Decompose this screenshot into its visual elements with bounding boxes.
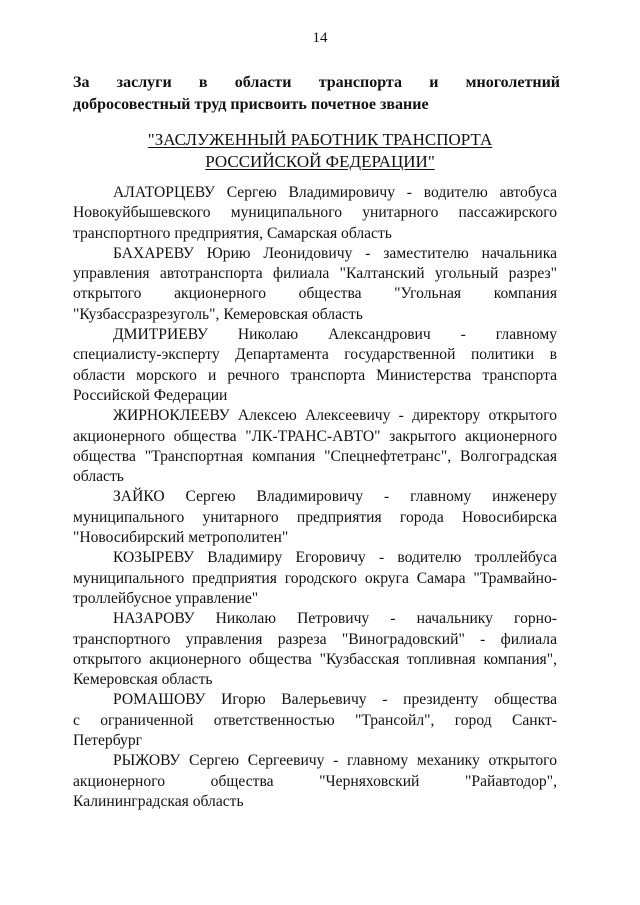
entry-line: с ограниченной ответственностью "Трансойл", город Санкт- bbox=[73, 711, 557, 729]
heading-line-2: добросовестный труд присвоить почетное звание bbox=[73, 96, 429, 113]
awardee-entry bbox=[73, 244, 557, 325]
entry-line: акционерного общества "ЛК-ТРАНС-АВТО" закрытого акционерного bbox=[73, 427, 557, 445]
awardee-entry bbox=[73, 325, 557, 406]
entry-line: акционерного общества "Черняховский "Райавтодор", bbox=[73, 772, 557, 790]
entry-line: Кемеровская область bbox=[73, 671, 213, 689]
entry-line: открытого акционерного общества "Угольная компания bbox=[73, 285, 557, 303]
entry-line: КОЗЫРЕВУ Владимиру Егоровичу - водителю троллейбуса bbox=[113, 549, 557, 567]
entry-line: Калининградская область bbox=[73, 792, 244, 810]
awardee-entry bbox=[73, 406, 557, 487]
award-title bbox=[0, 129, 640, 173]
entry-line: "Новосибирский метрополитен" bbox=[73, 529, 289, 547]
entry-line: транспортного управления разреза "Виноградовский" - филиала bbox=[73, 630, 557, 648]
entry-line: специалисту-эксперту Департамента государственной политики в bbox=[73, 346, 557, 364]
entry-line: троллейбусное управление" bbox=[73, 589, 259, 607]
entry-line: "Кузбассразрезуголь", Кемеровская область bbox=[73, 305, 363, 323]
awardee-entry bbox=[73, 548, 557, 609]
entry-line: управления автотранспорта филиала "Калтанский угольный разрез" bbox=[73, 265, 557, 283]
entry-line: РОМАШОВУ Игорю Валерьевичу - президенту общества bbox=[113, 691, 557, 709]
entry-line: муниципального унитарного предприятия города Новосибирска bbox=[73, 508, 557, 526]
entry-line: Петербург bbox=[73, 732, 143, 750]
entry-line: НАЗАРОВУ Николаю Петровичу - начальнику горно- bbox=[113, 610, 557, 628]
entry-line: БАХАРЕВУ Юрию Леонидовичу - заместителю начальника bbox=[113, 244, 557, 262]
entry-line: ЗАЙКО Сергею Владимировичу - главному инженеру bbox=[113, 488, 557, 506]
entry-line: транспортного предприятия, Самарская область bbox=[73, 224, 392, 242]
award-heading bbox=[73, 72, 560, 116]
heading-line-1: За заслуги в области транспорта и многолетний bbox=[73, 74, 560, 91]
entry-line: ЖИРНОКЛЕЕВУ Алексею Алексеевичу - директору открытого bbox=[113, 407, 557, 425]
entry-line: Новокуйбышевского муниципального унитарного пассажирского bbox=[73, 204, 557, 222]
awardee-list bbox=[73, 183, 557, 812]
page-number: 14 bbox=[312, 30, 328, 46]
entry-line: муниципального предприятия городского округа Самара "Трамвайно- bbox=[73, 569, 557, 587]
entry-line: Российской Федерации bbox=[73, 386, 228, 404]
entry-line: общества "Транспортная компания "Спецнефтетранс", Волгоградская bbox=[73, 447, 557, 465]
entry-line: ДМИТРИЕВУ Николаю Александрович - главному bbox=[113, 326, 557, 344]
entry-line: открытого акционерного общества "Кузбасская топливная компания", bbox=[73, 650, 557, 668]
awardee-entry bbox=[73, 487, 557, 548]
entry-line: РЫЖОВУ Сергею Сергеевичу - главному механику открытого bbox=[113, 752, 557, 770]
entry-line: АЛАТОРЦЕВУ Сергею Владимировичу - водителю автобуса bbox=[113, 184, 557, 201]
awardee-entry bbox=[73, 751, 557, 812]
awardee-entry bbox=[73, 609, 557, 690]
awardee-entry bbox=[73, 690, 557, 751]
entry-line: области морского и речного транспорта Министерства транспорта bbox=[73, 366, 557, 384]
title-line-2: РОССИЙСКОЙ ФЕДЕРАЦИИ" bbox=[205, 152, 435, 171]
entry-line: область bbox=[73, 468, 124, 486]
title-line-1: "ЗАСЛУЖЕННЫЙ РАБОТНИК ТРАНСПОРТА bbox=[147, 130, 493, 149]
awardee-entry bbox=[73, 183, 557, 244]
